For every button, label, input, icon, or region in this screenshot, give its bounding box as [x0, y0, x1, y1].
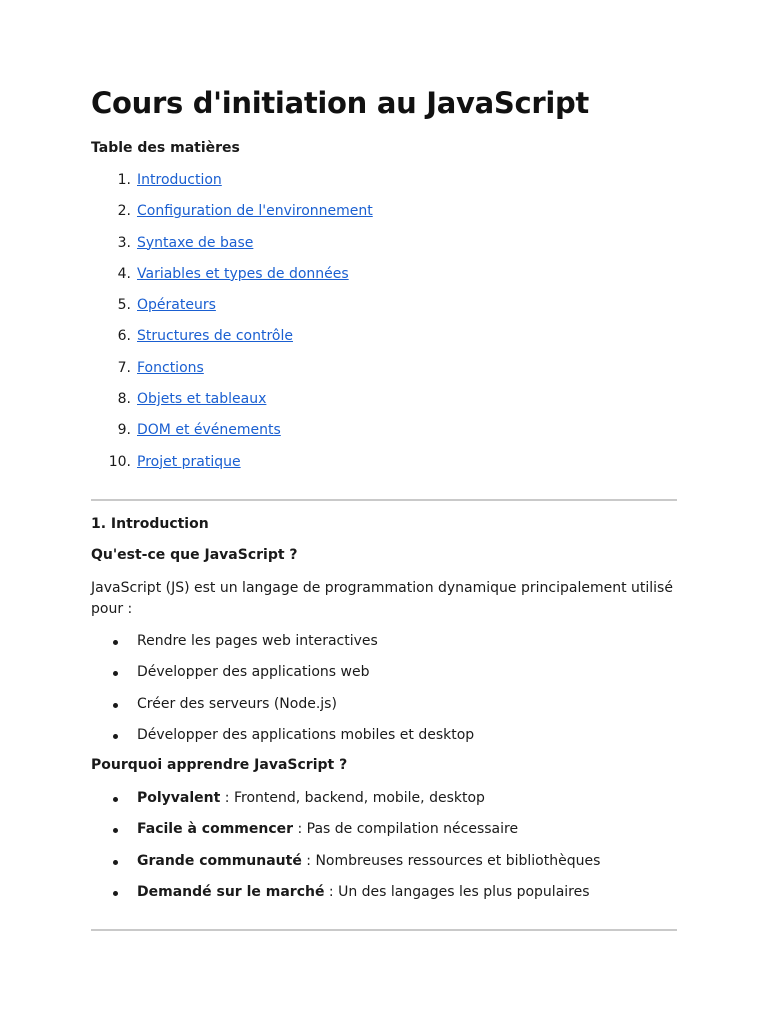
reason-desc: : Nombreuses ressources et bibliothèques	[301, 852, 601, 869]
bullet-icon	[113, 828, 118, 833]
reason-term: Facile à commencer	[137, 821, 294, 838]
toc-number: 7.	[117, 359, 131, 376]
toc-link-operateurs[interactable]: Opérateurs	[137, 297, 216, 314]
toc-link-projet[interactable]: Projet pratique	[137, 453, 241, 470]
reason-desc: : Frontend, backend, mobile, desktop	[220, 790, 485, 806]
section-divider	[91, 499, 677, 501]
reason-term: Grande communauté	[137, 852, 302, 869]
reason-term: Polyvalent	[137, 790, 221, 806]
subheading-what-is-js: Qu'est-ce que JavaScript ?	[91, 547, 298, 563]
toc-number: 8.	[117, 391, 131, 408]
toc-number: 1.	[117, 172, 131, 188]
section-divider	[91, 929, 677, 931]
toc-link-fonctions[interactable]: Fonctions	[137, 359, 204, 376]
toc-heading: Table des matières	[91, 140, 240, 156]
intro-paragraph: JavaScript (JS) est un langage de programmation dynamique principalement utilisé pour :	[91, 580, 673, 617]
toc-link-syntaxe[interactable]: Syntaxe de base	[137, 234, 254, 251]
toc-number: 5.	[117, 297, 131, 314]
bullet-icon	[113, 640, 118, 645]
toc-number: 6.	[117, 328, 131, 345]
reason-term: Demandé sur le marché	[137, 883, 325, 900]
page-title: Cours d'initiation au JavaScript	[91, 86, 589, 120]
bullet-icon	[113, 860, 118, 865]
section-heading-introduction: 1. Introduction	[91, 516, 209, 532]
toc-link-structures[interactable]: Structures de contrôle	[137, 328, 293, 345]
reason-desc: : Pas de compilation nécessaire	[293, 821, 519, 838]
toc-link-introduction[interactable]: Introduction	[137, 172, 222, 188]
toc-link-objets[interactable]: Objets et tableaux	[137, 391, 267, 408]
toc-link-variables[interactable]: Variables et types de données	[137, 265, 349, 282]
bullet-icon	[113, 703, 118, 708]
toc-number: 9.	[117, 422, 131, 439]
toc-link-dom[interactable]: DOM et événements	[137, 422, 281, 439]
bullet-icon	[113, 734, 118, 739]
toc-link-configuration[interactable]: Configuration de l'environnement	[137, 203, 373, 220]
toc-number: 2.	[117, 203, 131, 220]
bullet-icon	[113, 797, 118, 802]
bullet-icon	[113, 891, 118, 896]
toc-number: 10.	[108, 453, 131, 470]
toc-number: 3.	[117, 234, 131, 251]
bullet-icon	[113, 671, 118, 676]
toc-number: 4.	[117, 265, 131, 282]
reason-desc: : Un des langages les plus populaires	[324, 883, 590, 900]
subheading-why-learn: Pourquoi apprendre JavaScript ?	[91, 757, 348, 773]
